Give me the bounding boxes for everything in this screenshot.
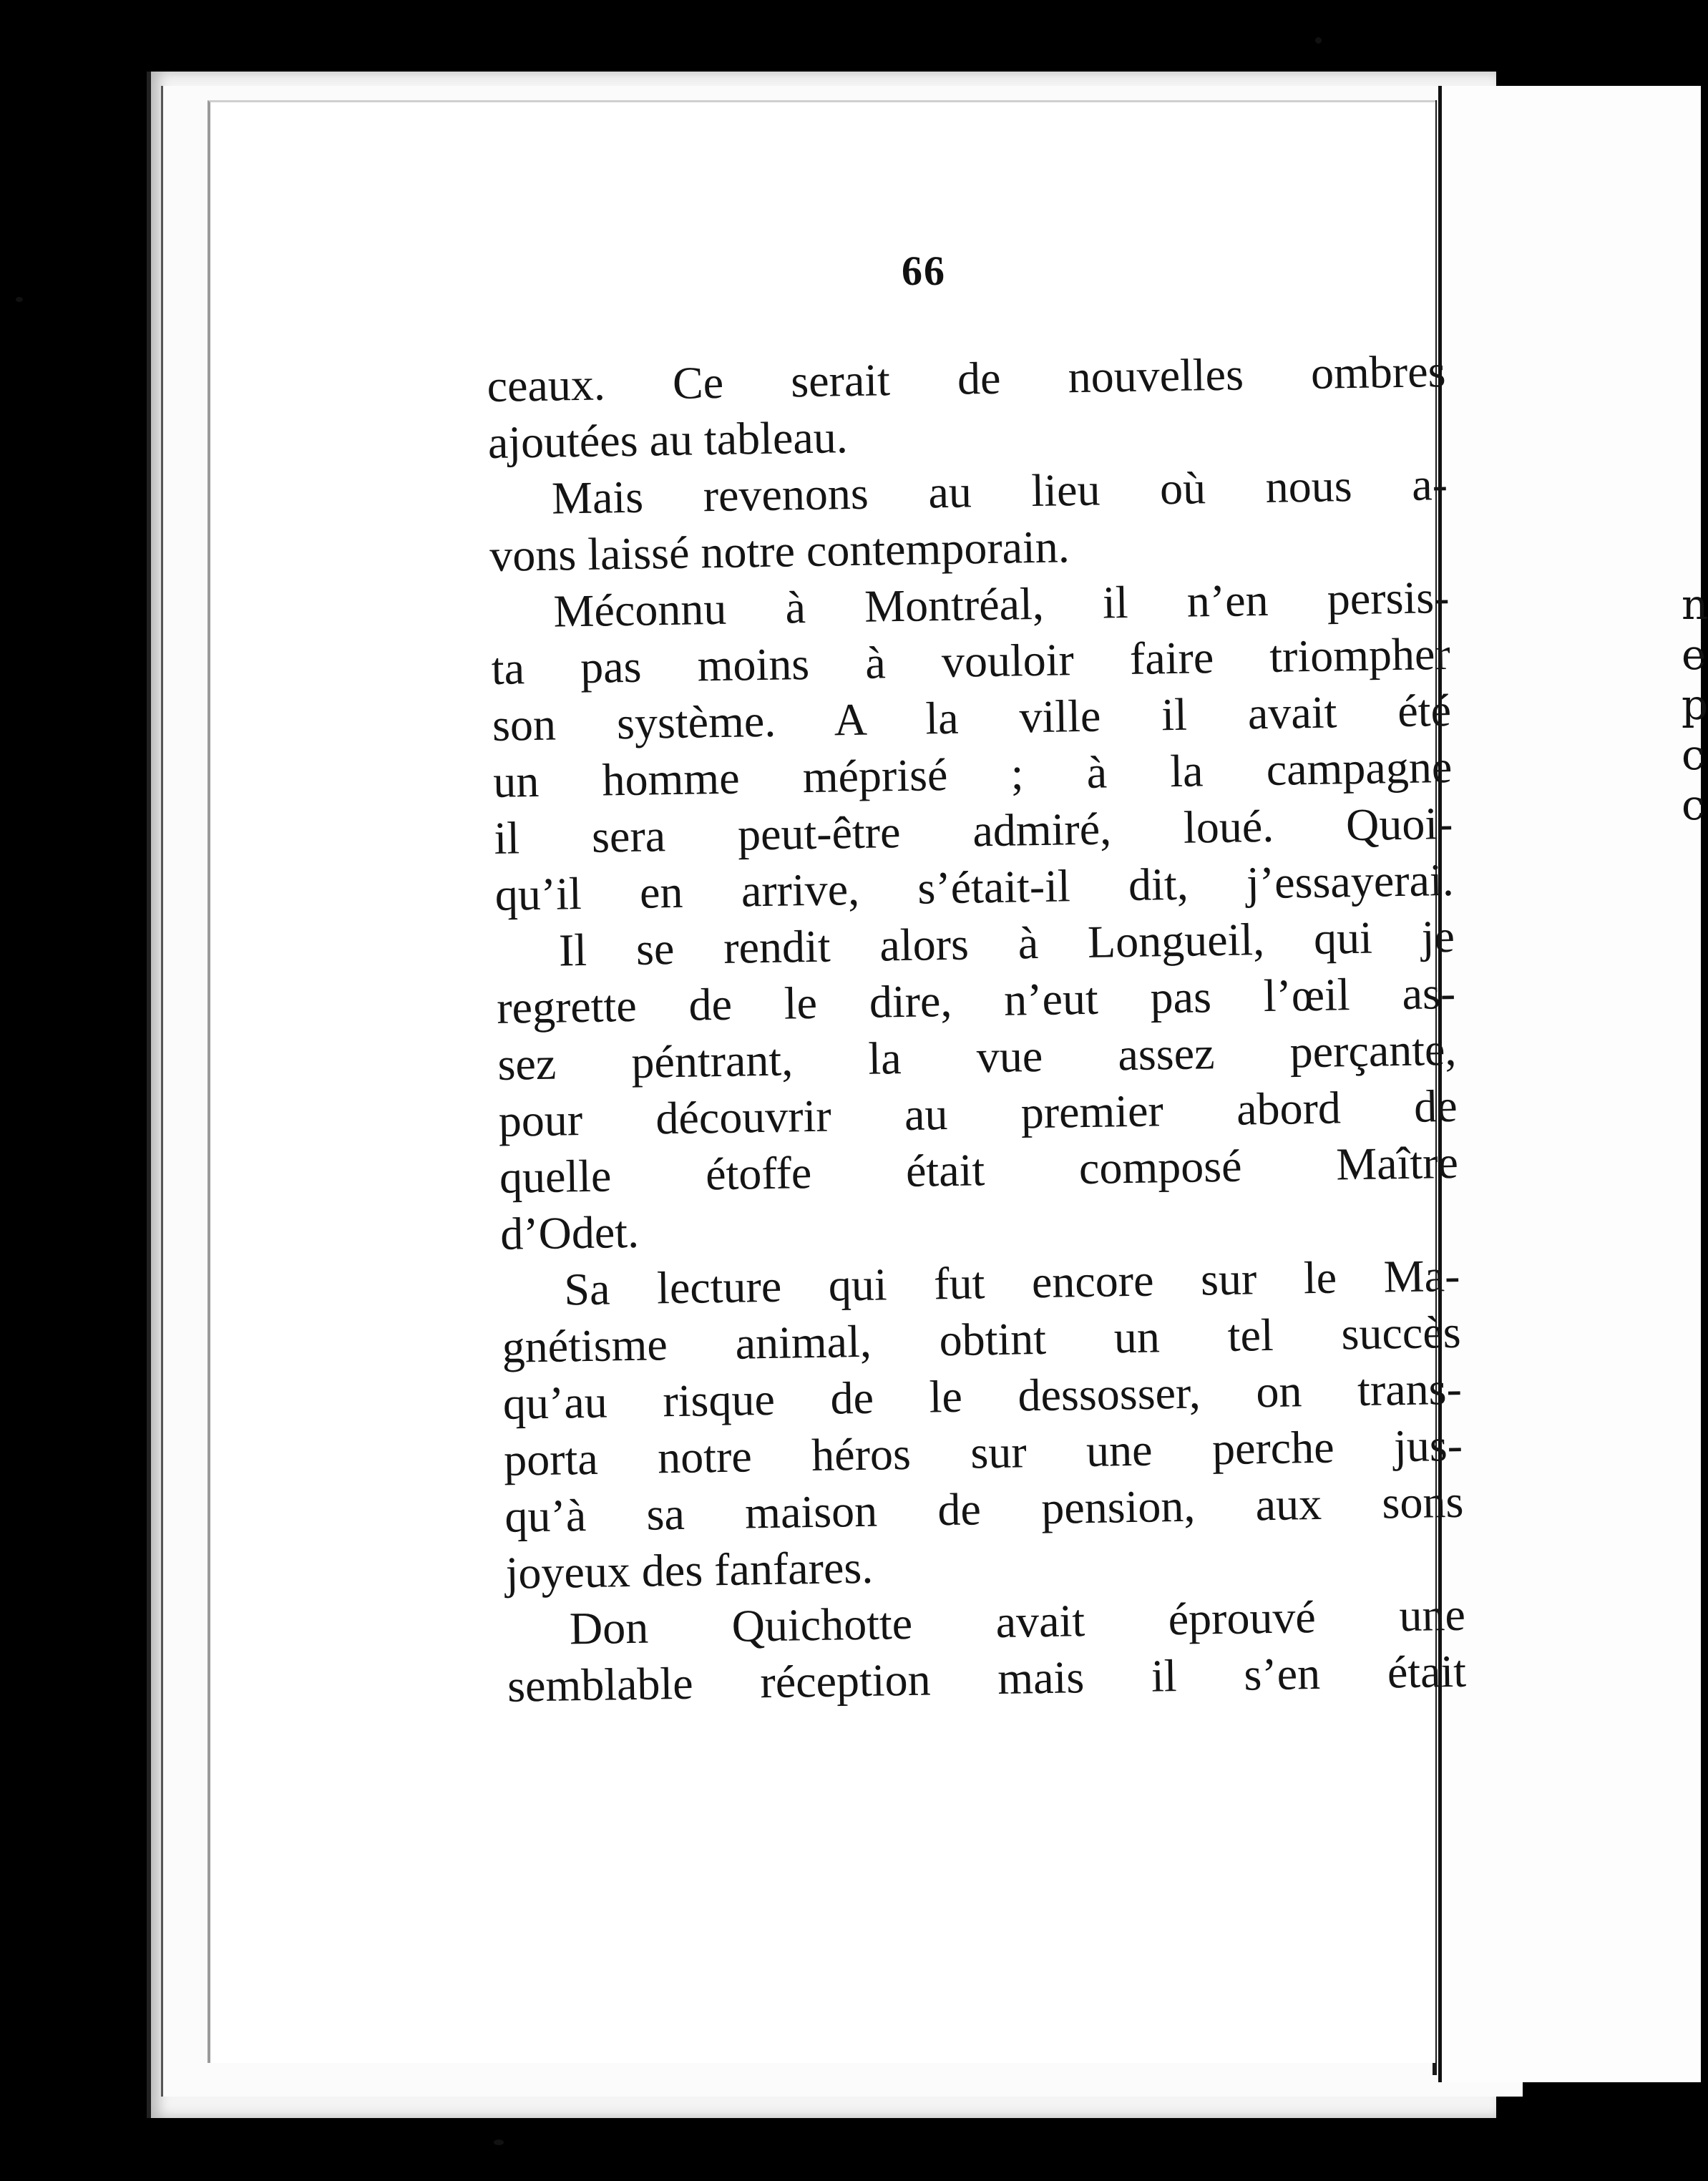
scan-speck [494,2139,504,2145]
facing-fragment: p [1682,680,1708,729]
body-text [487,343,1467,1714]
text-line: Sa lecture qui fut encore sur le Ma- [563,1249,1460,1315]
text-line: son système. A la ville il avait été [492,684,1452,751]
facing-fragment: e [1682,630,1707,679]
page-number: 66 [902,248,946,294]
text-line: vons laissé notre contemporain. [489,521,1070,581]
scan-speck [16,297,23,302]
text-line: qu’il en arrive, s’était-il dit, j’essayerai. [494,854,1455,920]
text-line: quelle étoffe était composé Maître [499,1136,1459,1203]
facing-fragment: n [1682,580,1708,629]
facing-fragment: c [1682,781,1705,829]
text-line: ta pas moins à vouloir faire triompher [491,628,1451,694]
text-line: qu’à sa maison de pension, aux sons [504,1475,1464,1542]
facing-page-fragments [1682,580,1708,830]
text-line: Il se rendit alors à Longueil, qui je [558,910,1455,976]
text-line: Méconnu à Montréal, il n’en persis- [553,571,1450,637]
text-line: regrette de le dire, n’eut pas l’œil as- [496,967,1456,1033]
text-line: gnétisme animal, obtint un tel succès [502,1306,1462,1372]
text-line: sez péntrant, la vue assez perçante, [497,1023,1457,1090]
text-line: il sera peut-être admiré, loué. Quoi- [493,797,1453,864]
text-line: d’Odet. [499,1206,640,1259]
facing-page [1438,86,1701,2082]
text-line: un homme méprisé ; à la campagne [492,741,1453,807]
text-line: semblable réception mais il s’en était [507,1645,1467,1712]
text-line: ajoutées au tableau. [487,411,849,468]
facing-fragment: c [1682,731,1705,779]
text-line: pour découvrir au premier abord de [498,1080,1458,1146]
text-line: ceaux. Ce serait de nouvelles ombres [487,345,1447,411]
text-line: qu’au risque de le dessosser, on trans- [502,1362,1463,1429]
text-line: Don Quichotte avait éprouvé une [569,1589,1466,1654]
scan-speck [1315,37,1322,44]
text-line: joyeux des fanfares. [505,1541,874,1599]
text-line: porta notre héros sur une perche jus- [503,1419,1463,1485]
text-line: Mais revenons au lieu où nous a- [551,458,1448,524]
